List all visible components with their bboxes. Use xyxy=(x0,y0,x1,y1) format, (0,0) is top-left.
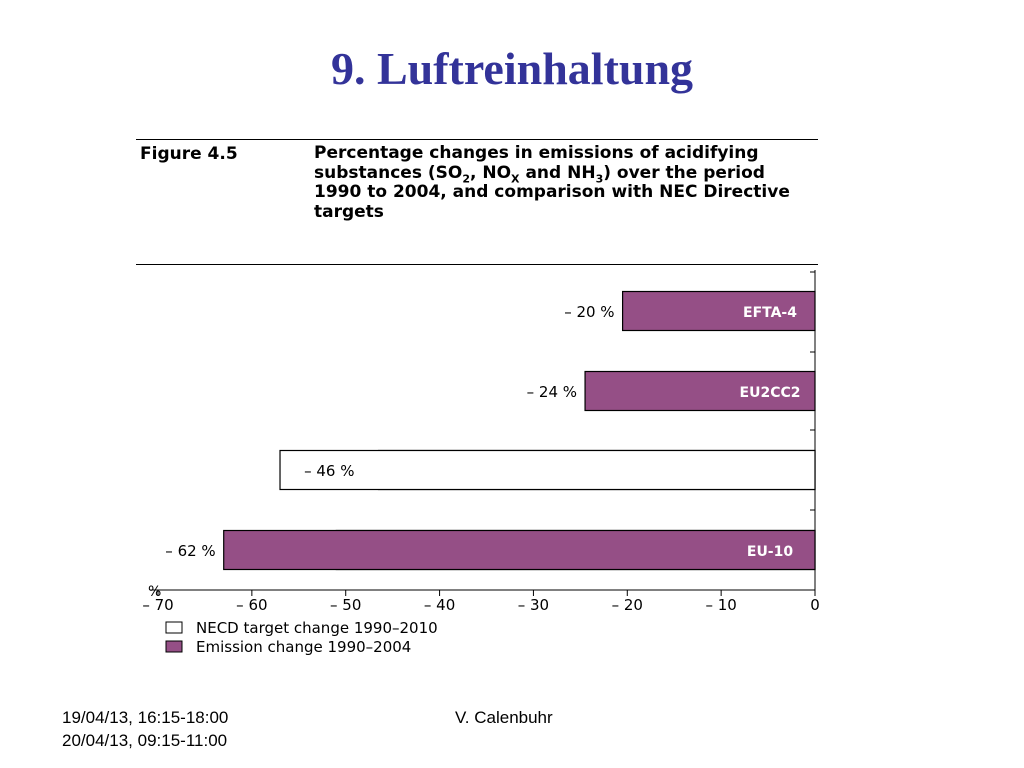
value-label: – 46 % xyxy=(304,462,355,480)
caption-part4: ) over the period 1990 to 2004, and comparison with NEC Directive targets xyxy=(314,162,790,222)
category-label: EU-15 xyxy=(746,464,794,480)
category-label: EU2CC2 xyxy=(739,385,801,401)
x-tick-label: 0 xyxy=(810,596,820,614)
footer-author: V. Calenbuhr xyxy=(455,708,553,727)
legend-label-target: NECD target change 1990–2010 xyxy=(196,619,438,637)
value-label: – 24 % xyxy=(526,383,578,401)
x-tick-label: – 40 xyxy=(423,596,456,614)
x-tick-label: – 60 xyxy=(236,596,268,614)
emission-bar xyxy=(224,531,815,570)
caption-sub3: 3 xyxy=(595,171,604,185)
caption-sub2: X xyxy=(511,171,520,185)
category-label: EU-10 xyxy=(746,544,794,560)
x-tick-label: – 50 xyxy=(330,596,362,614)
footer-date-2: 20/04/13, 09:15-11:00 xyxy=(62,731,228,750)
x-tick-label: – 20 xyxy=(611,596,643,614)
legend-swatch-target xyxy=(166,622,182,633)
caption-part1: Percentage changes in emissions of acidifying substances (SO xyxy=(314,143,759,183)
slide-title: 9. Luftreinhaltung xyxy=(330,43,694,94)
caption-part2: , NO xyxy=(469,162,512,183)
caption-sub1: 2 xyxy=(462,171,470,185)
legend-label-emission: Emission change 1990–2004 xyxy=(196,638,412,656)
category-label: EFTA-4 xyxy=(743,305,797,321)
value-label: – 62 % xyxy=(165,542,216,560)
value-label: – 20 % xyxy=(564,303,615,321)
caption-part3: and NH xyxy=(519,162,596,183)
x-tick-label: – 30 xyxy=(517,596,550,614)
footer-dates xyxy=(62,706,228,752)
footer-date-1: 19/04/13, 16:15-18:00 xyxy=(62,708,229,727)
target-bar xyxy=(280,451,815,490)
x-tick-label: – 70 xyxy=(142,596,174,614)
x-tick-label: – 10 xyxy=(705,596,737,614)
legend-swatch-emission xyxy=(166,641,182,652)
figure-label: Figure 4.5 xyxy=(140,144,238,164)
x-axis-unit: % xyxy=(148,584,162,600)
